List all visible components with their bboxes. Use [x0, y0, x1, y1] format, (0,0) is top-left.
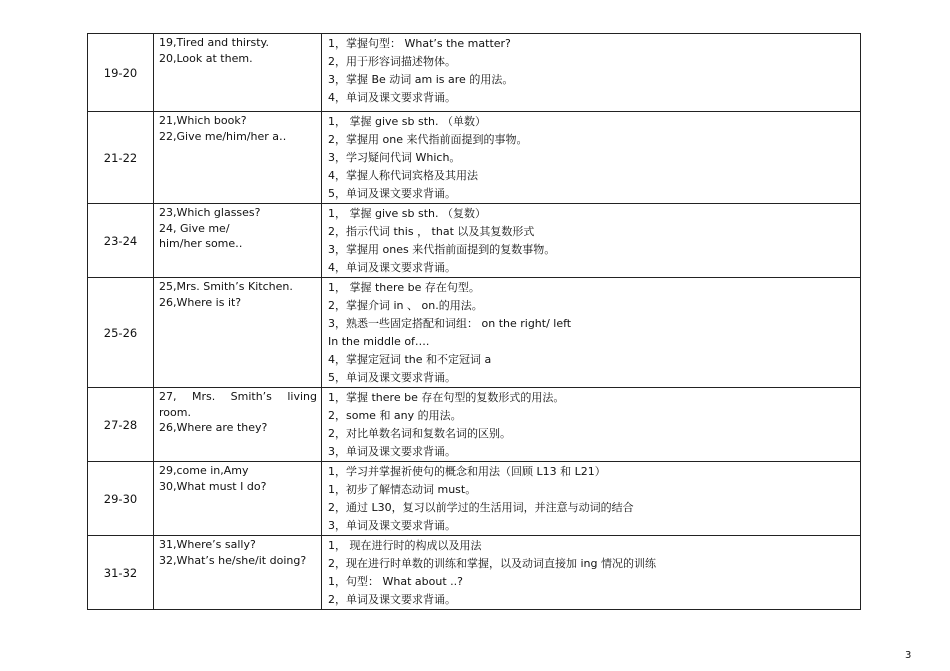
lesson-title: 27, Mrs. Smith’s living	[159, 390, 317, 403]
learning-point: 1，句型： What about ..?	[328, 575, 463, 588]
learning-point: 2，掌握介词 in 、 on.的用法。	[328, 299, 483, 312]
lesson-title: him/her some‥	[159, 237, 243, 250]
lesson-plan-body	[88, 34, 861, 610]
lesson-title: 22,Give me/him/her a‥	[159, 129, 287, 143]
lesson-title: 29,come in,Amy	[159, 464, 249, 477]
lesson-titles	[154, 536, 322, 610]
learning-point: 3，学习疑问代词 Which。	[328, 151, 461, 164]
lesson-range: 27-28	[88, 388, 154, 462]
learning-point: 1，学习并掌握祈使句的概念和用法（回顾 L13 和 L21）	[328, 465, 606, 478]
lesson-title: 23,Which glasses?	[159, 206, 261, 219]
lesson-title: 24, Give me/	[159, 221, 230, 235]
learning-point: 1，掌握 there be 存在句型的复数形式的用法。	[328, 391, 565, 404]
page-number: 3	[905, 650, 912, 661]
lesson-title: 20,Look at them.	[159, 51, 253, 65]
learning-point: 3，掌握用 ones 来代指前面提到的复数事物。	[328, 243, 556, 256]
lesson-row	[88, 34, 861, 112]
learning-point: 1， 掌握 there be 存在句型。	[328, 281, 480, 294]
learning-point: 4，掌握人称代词宾格及其用法	[328, 169, 478, 182]
learning-point: 1， 现在进行时的构成以及用法	[328, 539, 482, 552]
lesson-title: 21,Which book?	[159, 114, 247, 127]
learning-point: 3，熟悉一些固定搭配和词组： on the right/ left	[328, 317, 572, 330]
lesson-range: 23-24	[88, 204, 154, 278]
learning-point: 2，指示代词 this ， that 以及其复数形式	[328, 225, 535, 238]
lesson-range: 25-26	[88, 278, 154, 388]
learning-point: 5，单词及课文要求背诵。	[328, 187, 456, 200]
learning-point: 4，掌握定冠词 the 和不定冠词 a	[328, 353, 492, 366]
lesson-title: 25,Mrs. Smith’s Kitchen.	[159, 280, 293, 293]
lesson-row	[88, 204, 861, 278]
learning-point: 1，掌握句型： What’s the matter?	[328, 37, 511, 50]
lesson-row	[88, 536, 861, 610]
lesson-title: 19,Tired and thirsty.	[159, 36, 269, 49]
lesson-title: room.	[159, 405, 191, 419]
lesson-title: 32,What’s he/she/it doing?	[159, 553, 307, 567]
learning-point: 2，some 和 any 的用法。	[328, 409, 462, 422]
learning-points	[322, 536, 861, 610]
learning-point: 4，单词及课文要求背诵。	[328, 261, 456, 274]
lesson-titles	[154, 278, 322, 388]
learning-point: 2，掌握用 one 来代指前面提到的事物。	[328, 133, 528, 146]
learning-point: 2，现在进行时单数的训练和掌握，以及动词直接加 ing 情况的训练	[328, 557, 656, 570]
learning-point: 4，单词及课文要求背诵。	[328, 91, 456, 104]
learning-point: 1， 掌握 give sb sth. （复数）	[328, 207, 487, 220]
lesson-row	[88, 388, 861, 462]
learning-point: 2，单词及课文要求背诵。	[328, 593, 456, 606]
lesson-range: 31-32	[88, 536, 154, 610]
lesson-titles	[154, 112, 322, 204]
learning-point: 2，通过 L30，复习以前学过的生活用词，并注意与动词的结合	[328, 501, 634, 514]
lesson-plan-table	[87, 33, 861, 610]
lesson-range: 21-22	[88, 112, 154, 204]
learning-point: 3，掌握 Be 动词 am is are 的用法。	[328, 73, 514, 86]
learning-point: In the middle of….	[328, 335, 430, 348]
lesson-titles	[154, 462, 322, 536]
lesson-range: 29-30	[88, 462, 154, 536]
lesson-row	[88, 112, 861, 204]
learning-points	[322, 388, 861, 462]
lesson-row	[88, 278, 861, 388]
lesson-title: 31,Where’s sally?	[159, 538, 256, 551]
learning-point: 1，初步了解情态动词 must。	[328, 483, 477, 496]
learning-points	[322, 462, 861, 536]
learning-point: 1， 掌握 give sb sth. （单数）	[328, 115, 487, 128]
lesson-titles	[154, 388, 322, 462]
lesson-range: 19-20	[88, 34, 154, 112]
learning-point: 3，单词及课文要求背诵。	[328, 445, 456, 458]
learning-points	[322, 34, 861, 112]
learning-point: 3，单词及课文要求背诵。	[328, 519, 456, 532]
learning-point: 2，用于形容词描述物体。	[328, 55, 456, 68]
learning-points	[322, 204, 861, 278]
lesson-titles	[154, 34, 322, 112]
lesson-title: 26,Where is it?	[159, 295, 242, 309]
learning-point: 5，单词及课文要求背诵。	[328, 371, 456, 384]
learning-points	[322, 278, 861, 388]
lesson-titles	[154, 204, 322, 278]
lesson-title: 26,Where are they?	[159, 421, 268, 434]
learning-point: 2，对比单数名词和复数名词的区别。	[328, 427, 511, 440]
lesson-row	[88, 462, 861, 536]
lesson-title: 30,What must I do?	[159, 479, 267, 493]
learning-points	[322, 112, 861, 204]
